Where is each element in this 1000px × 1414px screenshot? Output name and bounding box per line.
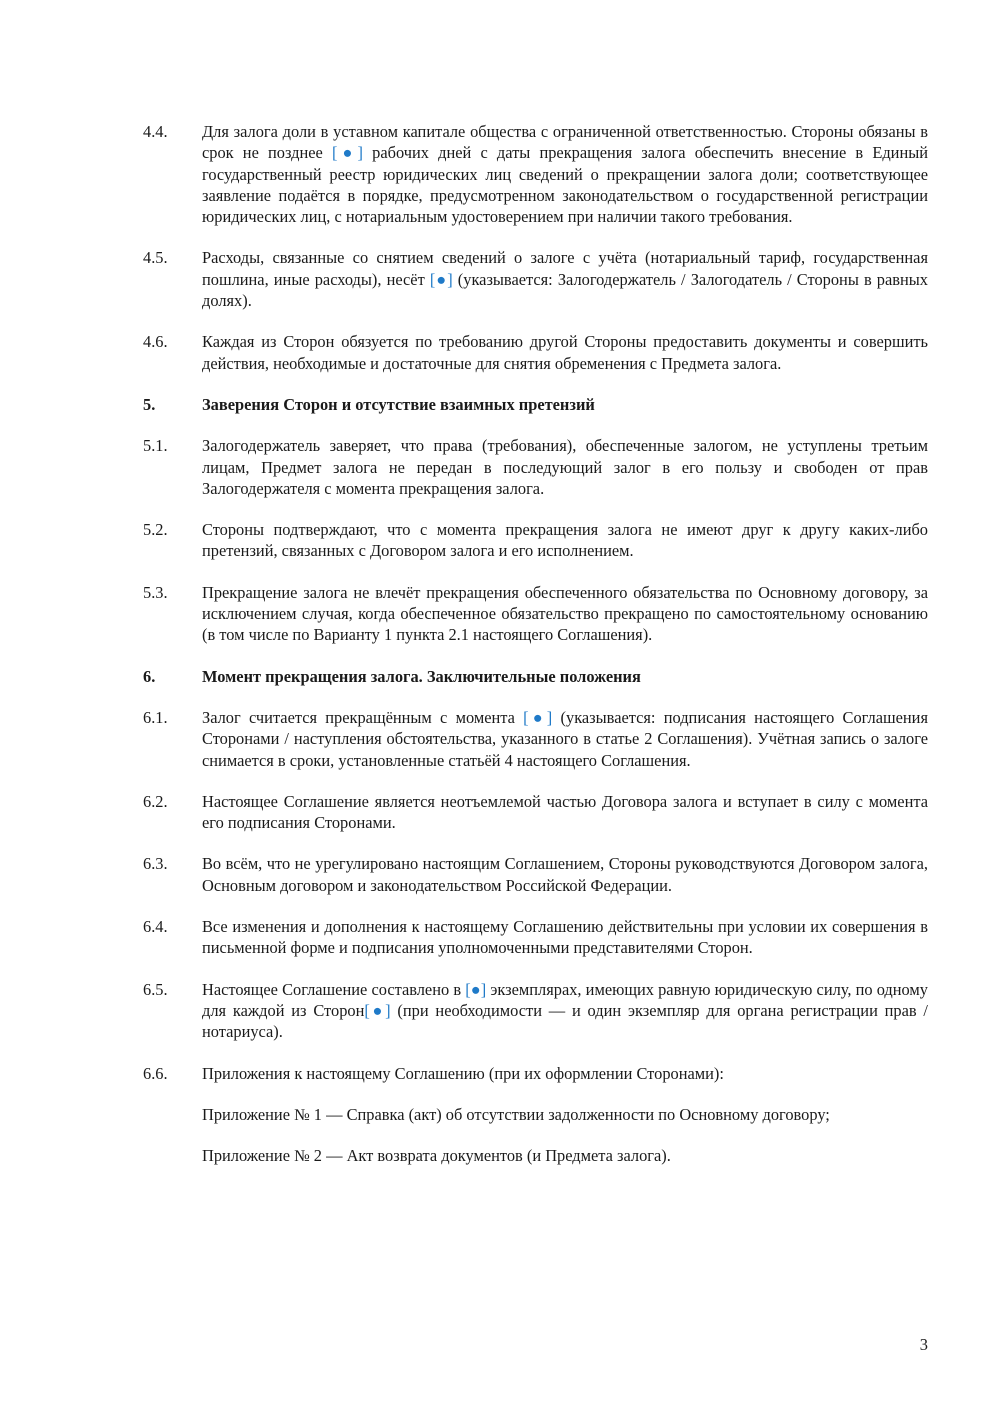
clause-5-3: [143, 582, 928, 646]
text-segment: рабочих дней с даты прекращения залога обеспечить внесение в Единый государственный реестр юридических лиц сведений о прекращении залога доли; соответствующее заявление подаётся в порядке, предусмотренном законодательством о государственной регистрации юридических лиц, с нотариальным удостоверением при наличии такого требования.: [202, 143, 929, 227]
clause-text: [202, 979, 928, 1043]
text-segment: Для залога доли в уставном капитале общества с ограниченной ответственностью. Стороны обязаны в срок не позднее: [202, 122, 928, 163]
clause-number: 6.2.: [143, 791, 168, 811]
section-number: 6.: [143, 666, 156, 686]
text-segment: экземплярах, имеющих равную юридическую силу, по одному для каждой из Сторон: [202, 979, 928, 1020]
text-segment: Залог считается прекращённым с момента: [202, 707, 524, 727]
appendix-line-2: Приложение № 2 — Акт возврата документов (и Предмета залога).: [202, 1146, 671, 1166]
appendix-line-1: Приложение № 1 — Справка (акт) об отсутствии задолженности по Основному договору;: [202, 1104, 830, 1124]
clause-4-5: [143, 247, 928, 311]
clause-6-3: [143, 853, 928, 896]
clause-number: 5.2.: [143, 520, 168, 540]
clause-number: 6.1.: [143, 707, 168, 727]
clause-6-2: [143, 791, 928, 834]
clause-6-1: [143, 707, 928, 771]
clause-text: Залогодержатель заверяет, что права (требования), обеспеченные залогом, не уступлены третьим лицам, Предмет залога не передан в последующий залог в его пользу и свободен от прав Залогодержателя с момента прекращения залога.: [202, 436, 928, 498]
placeholder-marker: [●]: [429, 269, 453, 289]
clause-6-6: [143, 1063, 928, 1084]
clause-6-5: [143, 979, 928, 1043]
clause-4-6: [143, 331, 928, 374]
clause-text: [202, 121, 928, 227]
section-title: Момент прекращения залога. Заключительные положения: [202, 666, 641, 686]
clause-text: Все изменения и дополнения к настоящему Соглашению действительны при условии их совершения в письменной форме и подписания уполномоченными представителями Сторон.: [202, 917, 928, 958]
clause-number: 6.3.: [143, 854, 168, 874]
section-heading-5: [143, 394, 928, 415]
clause-number: 5.3.: [143, 582, 168, 602]
section-number: 5.: [143, 394, 156, 414]
clause-text: [202, 247, 928, 311]
clause-5-1: [143, 435, 928, 499]
section-title: Заверения Сторон и отсутствие взаимных претензий: [202, 394, 595, 414]
clause-number: 6.5.: [143, 979, 168, 999]
clause-number: 5.1.: [143, 436, 168, 456]
placeholder-marker: [●]: [364, 1000, 391, 1020]
placeholder-marker: [●]: [465, 979, 487, 999]
text-segment: (указывается: подписания настоящего Соглашения Сторонами / наступления обстоятельства, указанного в статье 2 Соглашения). Учётная запись о залоге снимается в сроки, установленные статьёй 4 настоящего Соглашения.: [202, 707, 928, 770]
clause-number: 4.6.: [143, 332, 168, 352]
clause-text: Во всём, что не урегулировано настоящим Соглашением, Стороны руководствуются Договором залога, Основным договором и законодательством Российской Федерации.: [202, 854, 928, 895]
clause-number: 4.4.: [143, 122, 168, 141]
clause-text: Каждая из Сторон обязуется по требованию другой Стороны предоставить документы и совершить действия, необходимые и достаточные для снятия обременения с Предмета залога.: [202, 332, 928, 373]
text-segment: (при необходимости — и один экземпляр для органа регистрации прав / нотариуса).: [202, 1000, 928, 1042]
placeholder-marker: [●]: [523, 707, 553, 727]
clause-6-4: [143, 916, 928, 959]
clause-4-4: [143, 121, 928, 227]
clause-text: Настоящее Соглашение является неотъемлемой частью Договора залога и вступает в силу с момента его подписания Сторонами.: [202, 791, 928, 833]
text-segment: Расходы, связанные со снятием сведений о залоге с учёта (нотариальный тариф, государственная пошлина, иные расходы), несёт: [202, 248, 928, 289]
clause-number: 6.6.: [143, 1063, 168, 1083]
document-body: [143, 121, 928, 1186]
clause-text: Прекращение залога не влечёт прекращения обеспеченного обязательства по Основному договору, за исключением случая, когда обеспеченное обязательство прекращено по самостоятельному основанию (в том числе по Варианту 1 пункта 2.1 настоящего Соглашения).: [202, 582, 928, 645]
clause-text: Приложения к настоящему Соглашению (при их оформлении Сторонами):: [202, 1063, 724, 1083]
text-segment: Настоящее Соглашение составлено в: [202, 979, 466, 999]
clause-number: 4.5.: [143, 248, 168, 268]
clause-text: [202, 707, 928, 771]
section-heading-6: [143, 666, 928, 687]
clause-number: 6.4.: [143, 917, 168, 937]
placeholder-marker: [●]: [332, 143, 363, 163]
text-segment: (указывается: Залогодержатель / Залогодатель / Стороны в равных долях).: [202, 269, 928, 311]
page-number: 3: [919, 1335, 928, 1354]
clause-5-2: [143, 519, 928, 562]
clause-text: Стороны подтверждают, что с момента прекращения залога не имеют друг к другу каких-либо претензий, связанных с Договором залога и его исполнением.: [202, 520, 928, 561]
